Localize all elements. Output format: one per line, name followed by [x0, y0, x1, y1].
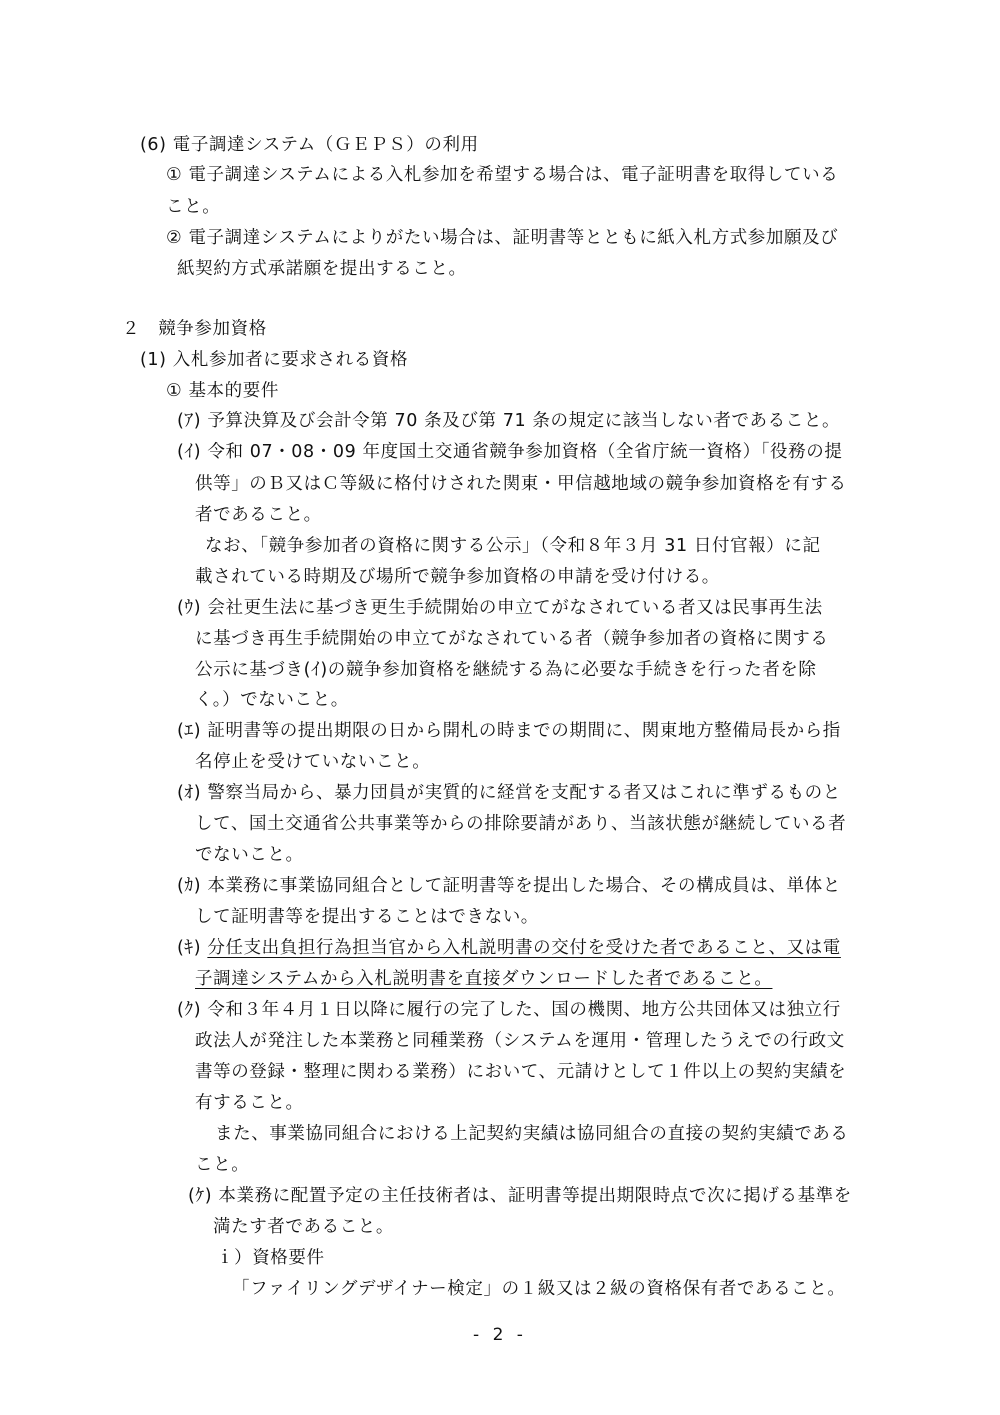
requirement-ki-cont: 子調達システムから入札説明書を直接ダウンロードした者であること。: [195, 969, 773, 989]
requirement-i-cont-1: 供等」のＢ又はＣ等級に格付けされた関東・甲信越地域の競争参加資格を有する: [195, 474, 847, 494]
requirement-i-note: なお、「競争参加者の資格に関する公示」（令和８年３月 31 日付官報）に記: [205, 536, 821, 556]
requirement-u-cont-3: く。）でないこと。: [195, 690, 349, 710]
requirement-i: (ｲ) 令和 07・08・09 年度国土交通省競争参加資格（全省庁統一資格）「役務の提: [177, 442, 843, 462]
requirement-ki-text: 分任支出負担行為担当官から入札説明書の交付を受けた者であること、又は電: [207, 938, 841, 958]
requirement-o: (ｵ) 警察当局から、暴力団員が実質的に経営を支配する者又はこれに準ずるものと: [177, 783, 841, 803]
requirement-u-cont-1: に基づき再生手続開始の申立てがなされている者（競争参加者の資格に関する: [195, 629, 829, 649]
requirement-o-cont-2: でないこと。: [195, 845, 304, 865]
requirement-a: (ｱ) 予算決算及び会計令第 70 条及び第 71 条の規定に該当しない者であること。: [177, 411, 841, 431]
requirement-ka: (ｶ) 本業務に事業協同組合として証明書等を提出した場合、その構成員は、単体と: [177, 876, 841, 896]
requirement-ku: (ｸ) 令和３年４月１日以降に履行の完了した、国の機関、地方公共団体又は独立行: [177, 1000, 841, 1020]
requirement-ka-cont: して証明書等を提出することはできない。: [195, 907, 539, 927]
requirement-ke: (ｹ) 本業務に配置予定の主任技術者は、証明書等提出期限時点で次に掲げる基準を: [188, 1186, 852, 1206]
requirement-o-cont-1: して、国土交通省公共事業等からの排除要請があり、当該状態が継続している者: [195, 814, 847, 834]
basic-requirements-heading: ① 基本的要件: [166, 381, 279, 401]
section-6-item-2: ② 電子調達システムによりがたい場合は、証明書等とともに紙入札方式参加願及び: [166, 228, 839, 248]
requirement-ku-note: また、事業協同組合における上記契約実績は協同組合の直接の契約実績である: [215, 1124, 849, 1144]
requirement-u-cont-2: 公示に基づき(ｲ)の競争参加資格を継続する為に必要な手続きを行った者を除: [195, 660, 817, 680]
requirement-i-cont-2: 者であること。: [195, 505, 322, 525]
qualification-requirement-heading: ｉ）資格要件: [216, 1248, 325, 1268]
requirement-e: (ｴ) 証明書等の提出期限の日から開札の時までの期間に、関東地方整備局長から指: [177, 721, 841, 741]
requirement-i-note-cont: 載されている時期及び場所で競争参加資格の申請を受け付ける。: [195, 567, 720, 587]
requirement-ku-note-cont: こと。: [195, 1155, 250, 1175]
requirement-ki-label: (ｷ): [177, 938, 208, 958]
requirement-ku-cont-3: 有すること。: [195, 1093, 304, 1113]
requirement-ku-cont-1: 政法人が発注した本業務と同種業務（システムを運用・管理したうえでの行政文: [195, 1031, 845, 1051]
requirement-ke-cont: 満たす者であること。: [213, 1217, 394, 1237]
section-6-item-2-cont: 紙契約方式承諾願を提出すること。: [177, 259, 467, 279]
requirement-e-cont: 名停止を受けていないこと。: [195, 752, 431, 772]
page-number: - 2 -: [473, 1325, 527, 1345]
requirement-u: (ｳ) 会社更生法に基づき更生手続開始の申立てがなされている者又は民事再生法: [177, 598, 823, 618]
requirement-ki: [177, 937, 841, 959]
section-6-item-1-cont: こと。: [166, 197, 221, 217]
section-6-item-1: ① 電子調達システムによる入札参加を希望する場合は、電子証明書を取得している: [166, 165, 839, 185]
qualification-requirement-text: 「ファイリングデザイナー検定」の１級又は２級の資格保有者であること。: [232, 1279, 846, 1299]
section-2-heading: ２ 競争参加資格: [122, 319, 267, 339]
requirement-ku-cont-2: 書等の登録・整理に関わる業務）において、元請けとして１件以上の契約実績を: [195, 1062, 847, 1082]
subsection-1-heading: (1) 入札参加者に要求される資格: [140, 350, 409, 370]
section-6-heading: (6) 電子調達システム（ＧＥＰＳ）の利用: [140, 135, 479, 155]
